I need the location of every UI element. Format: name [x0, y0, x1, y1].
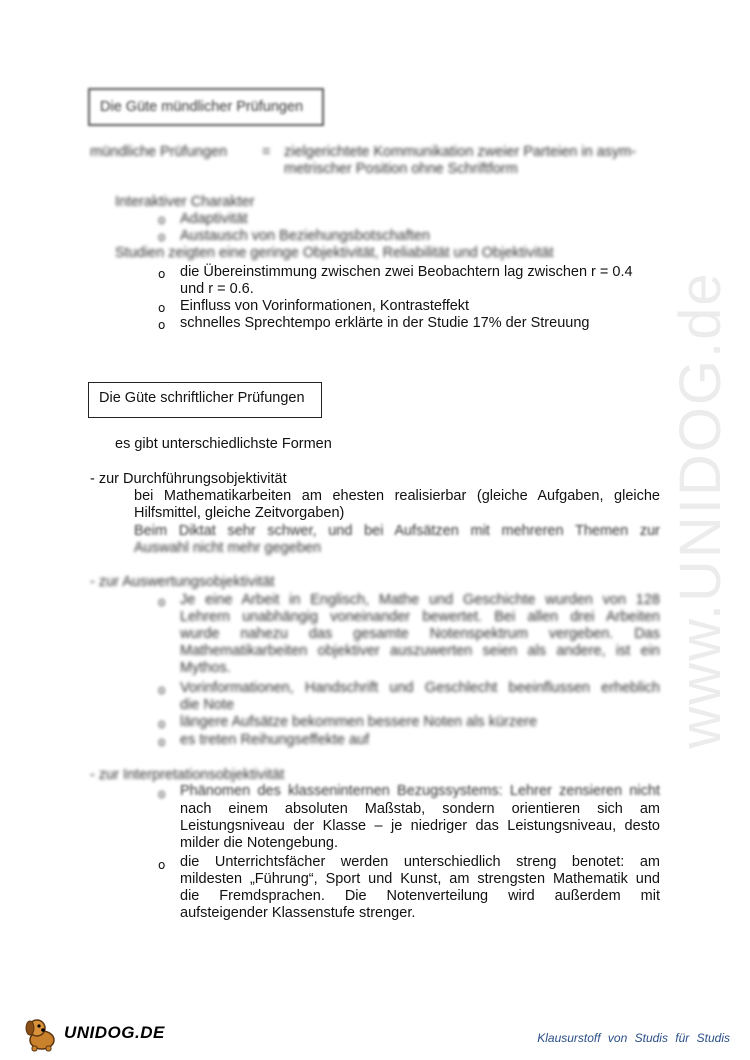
- dog-icon: [22, 1016, 62, 1052]
- text-line: Lehrern unabhängig voneinander bewertet. Bei allen drei Arbeiten: [180, 609, 660, 625]
- definition-text-line2: metrischer Position ohne Schriftform: [284, 161, 518, 177]
- text-line: die Note: [180, 697, 235, 713]
- auswertung-item-handwriting: [180, 680, 660, 714]
- study-item-agreement-line1: die Übereinstimmung zwischen zwei Beobachtern lag zwischen r = 0.4: [180, 264, 633, 280]
- interp-item-subjects-line1: die Unterrichtsfächer werden unterschiedlich streng benotet: am: [180, 854, 660, 870]
- interp-item-subjects-line4: aufsteigender Klassenstufe strenger.: [180, 905, 416, 921]
- section-title-oral-text: Die Güte mündlicher Prüfungen: [100, 99, 304, 115]
- study-item-preinfo: Einfluss von Vorinformationen, Kontrasteffekt: [180, 298, 470, 314]
- text-line: Je eine Arbeit in Englisch, Mathe und Geschichte wurden von 128: [180, 592, 660, 608]
- interp-item-class-reference-line2: nach einem absoluten Maßstab, sondern orientieren sich am: [180, 801, 660, 817]
- interp-item-class-reference-line1: Phänomen des klasseninternen Bezugssystems: Lehrer zensieren nicht: [180, 783, 660, 799]
- interp-item-class-reference-line4: milder die Notengebung.: [180, 835, 338, 851]
- auswertung-item-order-effects: es treten Reihungseffekte auf: [180, 732, 370, 748]
- durchfuehrung-line3: Beim Diktat sehr schwer, und bei Aufsätzen mit mehreren Themen zur: [134, 523, 660, 539]
- text-line: wurde nahezu das gesamte Notenspektrum vergeben. Das: [180, 626, 660, 642]
- definition-text-line1: zielgerichtete Kommunikation zweier Parteien in asym-: [284, 144, 637, 160]
- definition-dash: =: [262, 144, 271, 160]
- interp-item-subjects-line3: die Fremdsprachen. Die Notenverteilung wird außerdem mit: [180, 888, 660, 904]
- bullet-icon: o: [158, 683, 166, 697]
- section-title-written: [88, 382, 322, 418]
- durchfuehrung-line4: Auswahl nicht mehr gegeben: [134, 540, 322, 556]
- durchfuehrung-heading: - zur Durchführungsobjektivität: [90, 471, 287, 487]
- section-title-oral: [88, 88, 324, 126]
- interpretation-heading: - zur Interpretationsobjektivität: [90, 767, 285, 783]
- interactive-item: Adaptivität: [180, 211, 248, 227]
- definition-term: mündliche Prüfungen: [90, 144, 228, 160]
- bullet-icon: o: [158, 735, 166, 749]
- logo-text: UNIDOG.DE: [64, 1023, 165, 1042]
- study-item-tempo: schnelles Sprechtempo erklärte in der Studie 17% der Streuung: [180, 315, 590, 331]
- auswertung-item-essay-length: längere Aufsätze bekommen bessere Noten als kürzere: [180, 714, 538, 730]
- footer-tagline: Klausurstoff von Studis für Studis: [537, 1031, 730, 1045]
- bullet-icon: o: [158, 318, 166, 332]
- interp-item-subjects-line2: mildesten „Führung“, Sport und Kunst, am strengsten Mathematik und: [180, 871, 660, 887]
- interactive-heading: Interaktiver Charakter: [115, 194, 255, 210]
- interp-item-class-reference-line3: Leistungsniveau der Klasse – je niedriger das Leistungsniveau, desto: [180, 818, 660, 834]
- auswertung-heading: - zur Auswertungsobjektivität: [90, 574, 275, 590]
- text-line: Mythos.: [180, 660, 231, 676]
- durchfuehrung-line2: Hilfsmittel, gleiche Zeitvorgaben): [134, 505, 345, 521]
- bullet-icon: o: [158, 787, 166, 801]
- forms-line: es gibt unterschiedlichste Formen: [115, 436, 332, 452]
- unidog-logo: [22, 1016, 165, 1052]
- bullet-icon: o: [158, 717, 166, 731]
- bullet-icon: o: [158, 230, 166, 244]
- studies-heading: Studien zeigten eine geringe Objektivität, Reliabilität und Objektivität: [115, 245, 554, 261]
- section-title-written-text: Die Güte schriftlicher Prüfungen: [99, 390, 305, 406]
- auswertung-item-128-teachers: [180, 592, 660, 677]
- text-line: Vorinformationen, Handschrift und Geschlecht beeinflussen erheblich: [180, 680, 660, 696]
- text-line: Mathematikarbeiten objektiver auszuwerten seien als andere, ist ein: [180, 643, 660, 659]
- study-item-agreement-line2: und r = 0.6.: [180, 281, 254, 297]
- durchfuehrung-line1: bei Mathematikarbeiten am ehesten realisierbar (gleiche Aufgaben, gleiche: [134, 488, 660, 504]
- bullet-icon: o: [158, 595, 166, 609]
- bullet-icon: o: [158, 858, 166, 872]
- interactive-item: Austausch von Beziehungsbotschaften: [180, 228, 430, 244]
- bullet-icon: o: [158, 301, 166, 315]
- watermark-text: www.UNIDOG.de: [667, 271, 733, 749]
- bullet-icon: o: [158, 267, 166, 281]
- bullet-icon: o: [158, 213, 166, 227]
